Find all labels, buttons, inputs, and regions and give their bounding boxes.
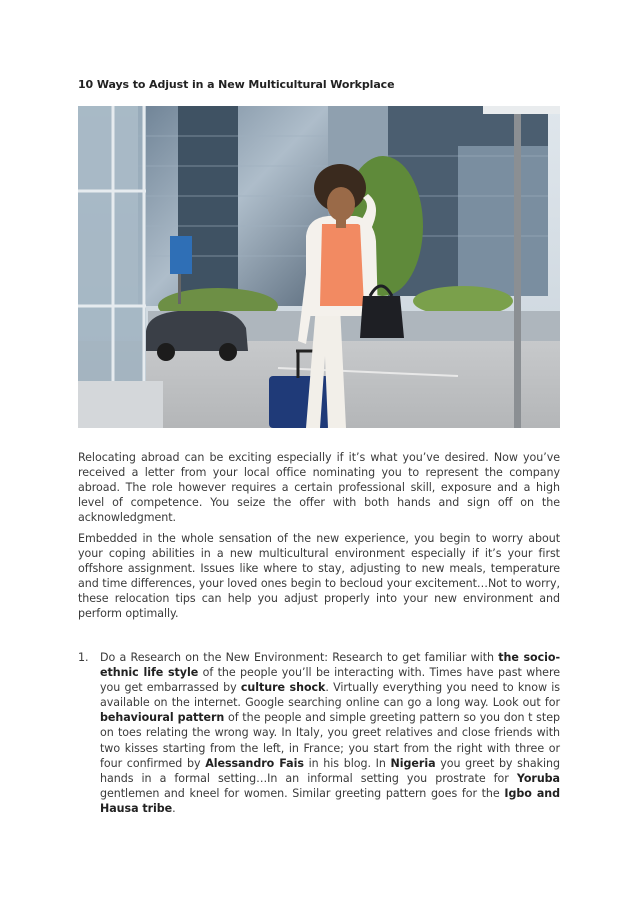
- list-text: in his blog. In: [303, 756, 391, 770]
- document-title: 10 Ways to Adjust in a New Multicultural Workplace: [78, 78, 395, 91]
- woman-with-luggage-photo: [78, 106, 560, 428]
- list-text: . Virtually everything you need to know is available on the internet. Google searching online can go a long way. Look out for: [100, 681, 561, 710]
- emphasis-text: behavioural pattern: [100, 711, 225, 725]
- list-item-number: 1.: [78, 651, 89, 664]
- list-text: of the people and simple greeting pattern so you don t step on toes relating the wrong way. In Italy, you greet relatives and close friends with two kisses starting from the left, in France; you start from the right with three or four confirmed by: [100, 711, 560, 770]
- emphasis-text: Igbo and Hausa tribe: [100, 786, 560, 815]
- intro-paragraph-2: Embedded in the whole sensation of the new experience, you begin to worry about your coping abilities in a new multicultural environment especially if it’s your first offshore assignment. Issues like where to stay, adjusting to new meals, temperature and time differences, your loved ones begin to becloud your excitement…Not to worry, these relocation tips can help you adjust properly into your new environment and perform optimally.: [78, 532, 560, 621]
- list-text: of the people you’ll be interacting with. Times have past where you get embarrassed by: [100, 666, 560, 695]
- emphasis-text: the socio-ethnic life style: [100, 651, 561, 680]
- emphasis-text: Nigeria: [390, 756, 436, 770]
- list-text: gentlemen and kneel for women. Similar greeting pattern goes for the: [100, 786, 505, 800]
- emphasis-text: culture shock: [240, 681, 326, 695]
- list-text: you greet by shaking hands in a formal setting…In an informal setting you prostrate for: [100, 756, 560, 785]
- intro-paragraph-1: Relocating abroad can be exciting especially if it’s what you’ve desired. Now you’ve received a letter from your local office nominating you to represent the company abroad. The role however requires a certain professional skill, exposure and a high level of competence. You seize the offer with both hands and sign off on the acknowledgment.: [78, 451, 560, 525]
- tips-list: [78, 650, 560, 816]
- list-item: [78, 650, 560, 816]
- emphasis-text: Yoruba: [516, 771, 560, 785]
- list-text: .: [172, 801, 176, 815]
- list-text: Do a Research on the New Environment: Research to get familiar with: [100, 651, 499, 664]
- emphasis-text: Alessandro Fais: [205, 756, 304, 770]
